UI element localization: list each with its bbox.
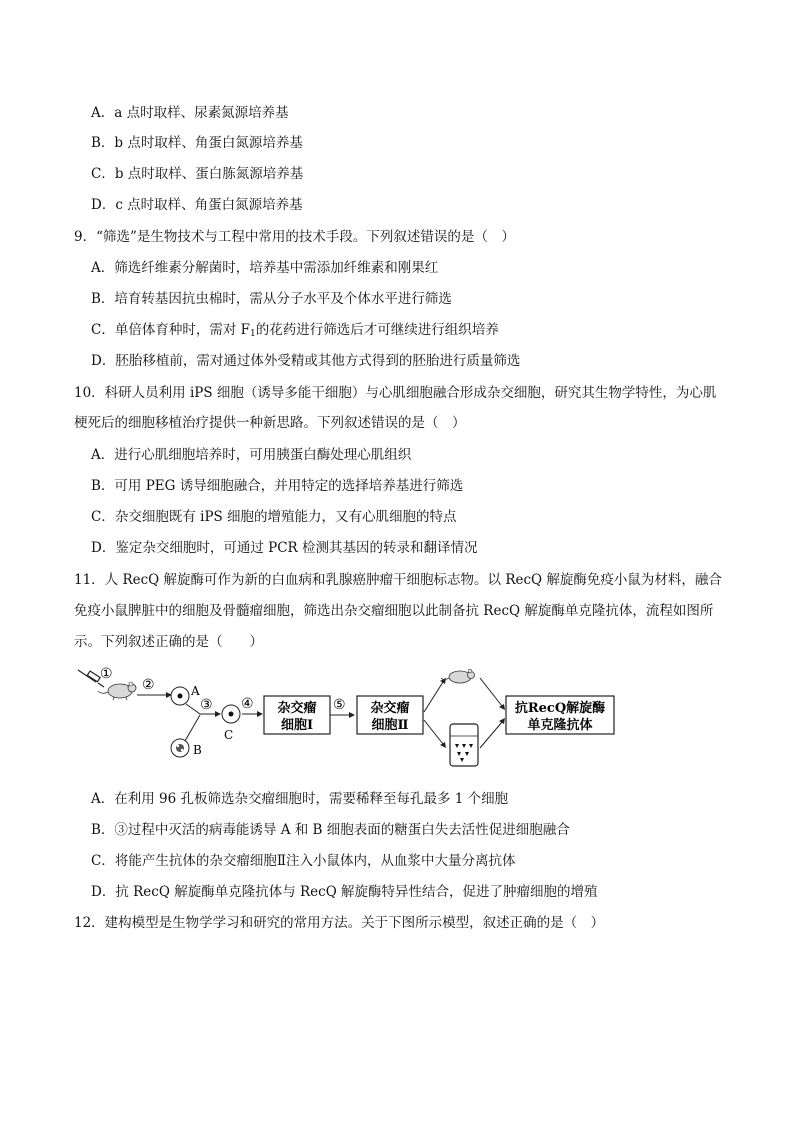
step-5-label: ⑤ bbox=[333, 697, 346, 713]
step-3-label: ③ bbox=[200, 697, 213, 713]
box1-line2: 细胞Ⅰ bbox=[280, 718, 314, 733]
q12-stem: 12．建构模型是生物学学习和研究的常用方法。关于下图所示模型，叙述正确的是（ ） bbox=[74, 915, 605, 931]
q9-option-b: B．培育转基因抗虫棉时，需从分子水平及个体水平进行筛选 bbox=[91, 291, 452, 307]
q10-stem-line2: 梗死后的细胞移植治疗提供一种新思路。下列叙述错误的是（ ） bbox=[74, 415, 466, 431]
step-4-label: ④ bbox=[241, 696, 254, 712]
q9-stem: 9．“筛选”是生物技术与工程中常用的技术手段。下列叙述错误的是（ ） bbox=[74, 229, 515, 245]
box2-line1: 杂交瘤 bbox=[370, 701, 410, 716]
box3-line1: 抗RecQ解旋酶 bbox=[514, 701, 606, 716]
q11-option-b: B．③过程中灭活的病毒能诱导 A 和 B 细胞表面的糖蛋白失去活性促进细胞融合 bbox=[91, 822, 570, 838]
q11-option-a: A．在利用 96 孔板筛选杂交瘤细胞时，需要稀释至每孔最多 1 个细胞 bbox=[91, 791, 509, 807]
q11-option-d: D．抗 RecQ 解旋酶单克隆抗体与 RecQ 解旋酶特异性结合，促进了肿瘤细胞的增殖 bbox=[91, 884, 598, 900]
box3-line2: 单克隆抗体 bbox=[527, 718, 593, 733]
q9-option-d: D．胚胎移植前，需对通过体外受精或其他方式得到的胚胎进行质量筛选 bbox=[91, 353, 521, 369]
q10-option-c: C．杂交细胞既有 iPS 细胞的增殖能力，又有心肌细胞的特点 bbox=[91, 509, 457, 525]
q8-option-b: B．b 点时取样、角蛋白氮源培养基 bbox=[91, 135, 303, 151]
q10-option-a: A．进行心肌细胞培养时，可用胰蛋白酶处理心肌组织 bbox=[91, 447, 412, 463]
q10-option-d: D．鉴定杂交细胞时，可通过 PCR 检测其基因的转录和翻译情况 bbox=[91, 540, 478, 556]
cell-a-label: A bbox=[191, 684, 200, 698]
box2-line2: 细胞Ⅱ bbox=[371, 718, 409, 733]
q8-option-a: A．a 点时取样、尿素氮源培养基 bbox=[91, 105, 289, 121]
q9-option-a: A．筛选纤维素分解菌时，培养基中需添加纤维素和刚果红 bbox=[91, 260, 439, 276]
q8-option-d: D．c 点时取样、角蛋白氮源培养基 bbox=[91, 197, 303, 213]
q9-option-c-subscript: 1 bbox=[250, 329, 256, 339]
step-1-label: ① bbox=[100, 666, 113, 682]
culture-bottle-icon bbox=[450, 724, 478, 766]
q11-option-c: C．将能产生抗体的杂交瘤细胞Ⅱ注入小鼠体内，从血浆中大量分离抗体 bbox=[91, 853, 516, 869]
step-2-label: ② bbox=[142, 677, 155, 693]
mouse-icon bbox=[441, 669, 475, 683]
q9-option-c-text: C．单倍体育种时，需对 F bbox=[91, 322, 250, 338]
q9-option-c bbox=[91, 321, 499, 339]
cell-b-label: B bbox=[193, 743, 202, 757]
q9-option-c-rest: 的花药进行筛选后才可继续进行组织培养 bbox=[255, 322, 499, 338]
q11-stem-line3: 示。下列叙述正确的是（ ） bbox=[74, 634, 263, 650]
q10-stem-line1: 10．科研人员利用 iPS 细胞（诱导多能干细胞）与心肌细胞融合形成杂交细胞，研究其生物学特性，为心肌 bbox=[74, 385, 717, 401]
q11-stem-line1: 11．人 RecQ 解旋酶可作为新的白血病和乳腺癌肿瘤干细胞标志物。以 RecQ 解旋酶免疫小鼠为材料，融合 bbox=[74, 572, 722, 588]
q8-option-c: C．b 点时取样、蛋白胨氮源培养基 bbox=[91, 166, 304, 182]
box1-line1: 杂交瘤 bbox=[277, 701, 317, 716]
q10-option-b: B．可用 PEG 诱导细胞融合，并用特定的选择培养基进行筛选 bbox=[91, 478, 464, 494]
cell-c-label: C bbox=[224, 728, 234, 742]
mouse-icon bbox=[98, 682, 136, 700]
q11-process-diagram bbox=[74, 664, 634, 774]
q11-stem-line2: 免疫小鼠脾脏中的细胞及骨髓瘤细胞，筛选出杂交瘤细胞以此制备抗 RecQ 解旋酶单克隆抗体，流程如图所 bbox=[74, 603, 714, 619]
